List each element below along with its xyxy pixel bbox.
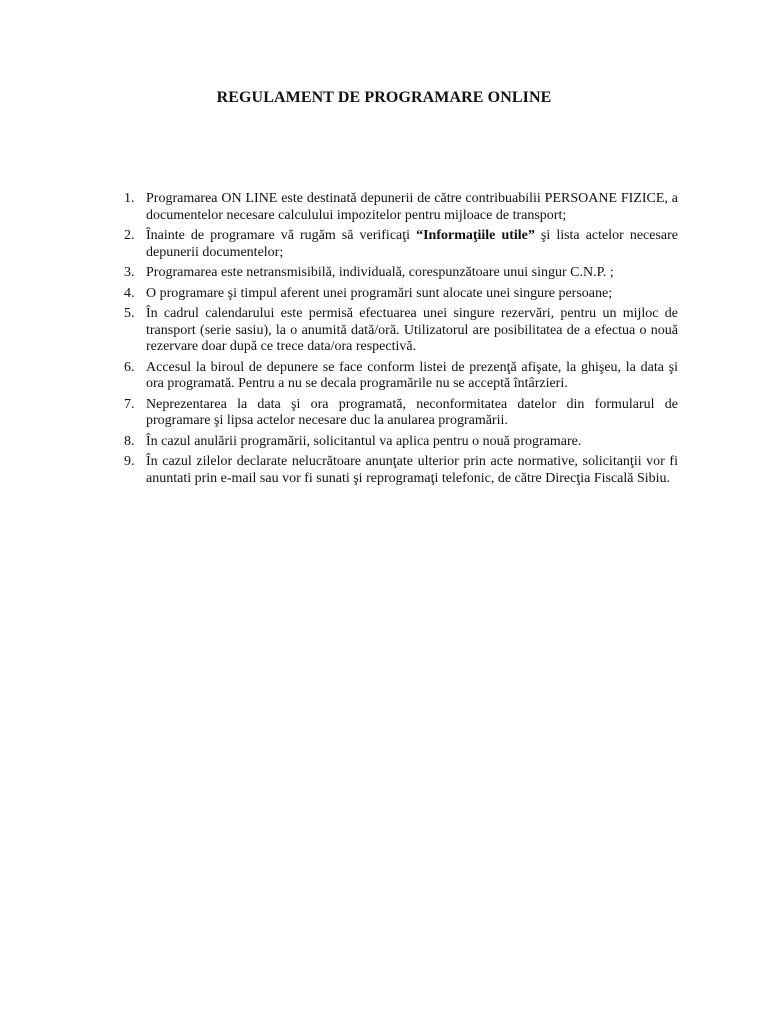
rule-number: 6. xyxy=(124,359,135,375)
rule-text: În cazul anulării programării, solicitantul va aplica pentru o nouă programare. xyxy=(146,433,582,449)
rule-number: 7. xyxy=(124,396,135,412)
rule-item xyxy=(120,360,678,393)
useful-info-emphasis: “Informaţiile utile” xyxy=(416,228,535,243)
rule-item xyxy=(120,191,678,224)
rule-text: Neprezentarea la data şi ora programată, neconformitatea datelor din formularul de programare şi lipsa actelor necesare duc la anularea programării. xyxy=(146,396,678,428)
rule-number: 4. xyxy=(124,285,135,301)
rule-text: Programarea ON LINE este destinată depunerii de către contribuabilii PERSOANE FIZICE, a documentelor necesare calculului impozitelor pentru mijloace de transport; xyxy=(146,191,678,223)
rule-text: Accesul la biroul de depunere se face conform listei de prezenţă afişate, la ghişeu, la data şi ora programată. Pentru a nu se decala programările nu se acceptă întârzieri. xyxy=(146,359,678,391)
rule-text: Programarea este netransmisibilă, individuală, corespunzătoare unui singur C.N.P. ; xyxy=(146,265,614,280)
rule-item xyxy=(120,306,678,356)
rule-text xyxy=(146,228,678,260)
rule-number: 5. xyxy=(124,306,135,321)
rule-item xyxy=(120,397,678,430)
rule-text-after: şi lista actelor necesare depunerii documentelor; xyxy=(146,228,678,260)
rule-number: 3. xyxy=(124,265,135,280)
rule-number: 2. xyxy=(124,228,135,243)
rule-number: 9. xyxy=(124,454,135,469)
rule-number: 1. xyxy=(124,191,135,206)
rule-text: O programare şi timpul aferent unei programări sunt alocate unei singure persoane; xyxy=(146,285,613,301)
rule-text-before: Înainte de programare vă rugăm să verificaţi xyxy=(146,228,417,243)
rule-text: În cadrul calendarului este permisă efectuarea unei singure rezervări, pentru un mijloc de transport (serie sasiu), la o anumită dată/oră. Utilizatorul are posibilitatea de a efectua o nouă rezervare doar după ce trece data/ora respectivă. xyxy=(146,306,678,354)
rule-item xyxy=(120,286,678,303)
rule-item xyxy=(120,265,678,282)
rule-item xyxy=(120,228,678,261)
rule-text: În cazul zilelor declarate nelucrătoare anunţate ulterior prin acte normative, solicitanţii vor fi anuntati prin e-mail sau vor fi sunati şi reprogramaţi telefonic, de către Direcţia Fiscală Sibiu. xyxy=(146,454,678,486)
document-title: REGULAMENT DE PROGRAMARE ONLINE xyxy=(216,89,552,106)
rule-number: 8. xyxy=(124,433,135,449)
rule-item xyxy=(120,434,678,451)
rules-list xyxy=(120,191,678,491)
rule-item xyxy=(120,454,678,487)
